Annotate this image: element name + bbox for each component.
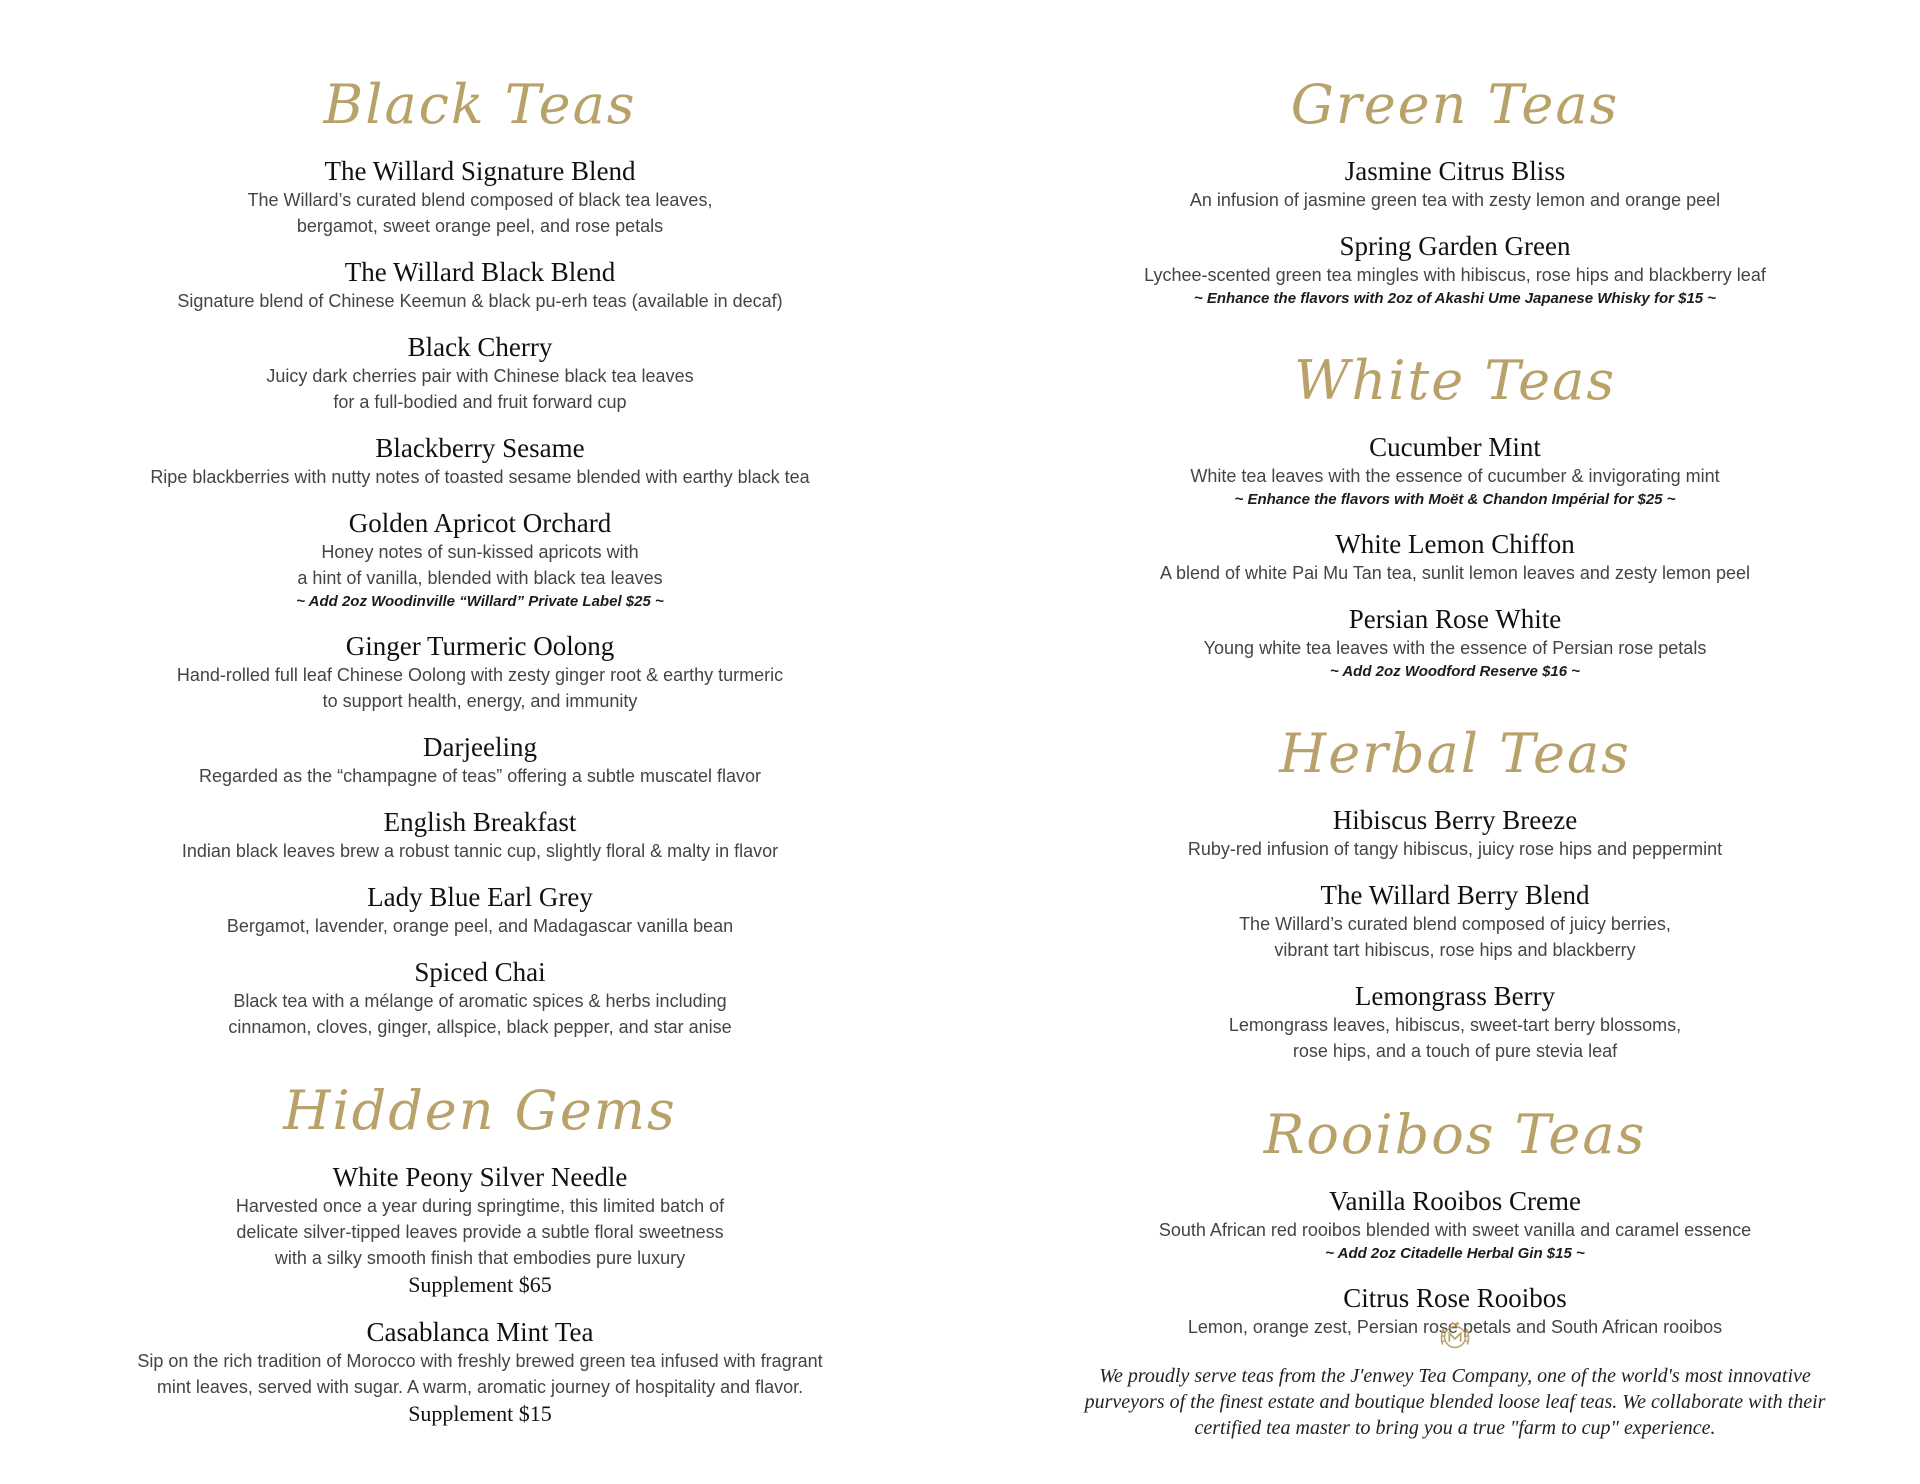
menu-item-description — [90, 1348, 870, 1400]
menu-item-pairing: ~ Add 2oz Woodford Reserve $16 ~ — [1329, 663, 1581, 680]
menu-item-description — [1075, 560, 1835, 586]
menu-item-name: Black Cherry — [407, 332, 553, 362]
description-line: Hand-rolled full leaf Chinese Oolong with zesty ginger root & earthy turmeric — [176, 665, 784, 685]
description-line: Ripe blackberries with nutty notes of toasted sesame blended with earthy black tea — [150, 467, 810, 487]
description-line: Black tea with a mélange of aromatic spices & herbs including — [233, 991, 727, 1011]
menu-item-description — [1075, 911, 1835, 963]
menu-item-description — [1075, 836, 1835, 862]
menu-item-description — [90, 763, 870, 789]
description-line: South African red rooibos blended with sweet vanilla and caramel essence — [1158, 1220, 1752, 1240]
menu-item-name: Persian Rose White — [1348, 604, 1562, 634]
menu-item-name: Cucumber Mint — [1369, 432, 1541, 462]
menu-item-name: White Lemon Chiffon — [1335, 529, 1575, 559]
menu-item — [1075, 432, 1835, 511]
menu-item-name: Lady Blue Earl Grey — [367, 882, 593, 912]
menu-item — [90, 1162, 870, 1299]
section-title: Black Teas — [323, 73, 637, 136]
menu-item-name: White Peony Silver Needle — [332, 1162, 628, 1192]
menu-item-pairing: ~ Add 2oz Citadelle Herbal Gin $15 ~ — [1325, 1245, 1585, 1262]
menu-item — [1075, 981, 1835, 1064]
section-title: White Teas — [1293, 349, 1617, 412]
menu-item — [1075, 231, 1835, 310]
menu-item — [90, 957, 870, 1040]
menu-item-name: Casablanca Mint Tea — [366, 1317, 594, 1347]
menu-item-name: Lemongrass Berry — [1354, 981, 1556, 1011]
menu-item — [90, 433, 870, 490]
description-line: The Willard’s curated blend composed of black tea leaves, — [247, 190, 713, 210]
description-line: for a full-bodied and fruit forward cup — [333, 392, 627, 412]
menu-item-description — [90, 464, 870, 490]
description-line: Honey notes of sun-kissed apricots with — [321, 542, 639, 562]
right-menu-column — [1075, 70, 1835, 1358]
description-line: Harvested once a year during springtime, this limited batch of — [235, 1196, 725, 1216]
description-line: Bergamot, lavender, orange peel, and Madagascar vanilla bean — [226, 916, 734, 936]
section-title: Herbal Teas — [1279, 722, 1631, 785]
menu-item-supplement: Supplement $65 — [408, 1272, 552, 1297]
menu-item-description — [90, 363, 870, 415]
menu-item — [90, 257, 870, 314]
menu-item-name: The Willard Berry Blend — [1320, 880, 1590, 910]
menu-item — [90, 882, 870, 939]
menu-item-description — [1075, 1217, 1835, 1243]
description-line: Signature blend of Chinese Keemun & black pu-erh teas (available in decaf) — [177, 291, 783, 311]
section-spacer — [1075, 1082, 1835, 1100]
left-menu-column — [90, 70, 870, 1446]
menu-item-name: Blackberry Sesame — [375, 433, 585, 463]
description-line: cinnamon, cloves, ginger, allspice, black pepper, and star anise — [228, 1017, 732, 1037]
description-line: Lemongrass leaves, hibiscus, sweet-tart berry blossoms, — [1228, 1015, 1682, 1035]
menu-item-name: Darjeeling — [423, 732, 537, 762]
description-line: with a silky smooth finish that embodies pure luxury — [274, 1248, 686, 1268]
description-line: rose hips, and a touch of pure stevia leaf — [1292, 1041, 1618, 1061]
menu-item — [90, 631, 870, 714]
description-line: Indian black leaves brew a robust tannic cup, slightly floral & malty in flavor — [181, 841, 779, 861]
menu-item-description — [90, 988, 870, 1040]
menu-item-description — [90, 913, 870, 939]
section-white-teas — [1075, 346, 1835, 683]
description-line: mint leaves, served with sugar. A warm, aromatic journey of hospitality and flavor. — [156, 1377, 804, 1397]
willard-monogram-crest-icon — [1436, 1318, 1474, 1356]
footer-line: certified tea master to bring you a true "farm to cup" experience. — [1194, 1417, 1716, 1439]
menu-item-name: Golden Apricot Orchard — [348, 508, 612, 538]
description-line: Regarded as the “champagne of teas” offering a subtle muscatel flavor — [199, 766, 761, 786]
description-line: White tea leaves with the essence of cucumber & invigorating mint — [1190, 466, 1720, 486]
section-hidden-gems — [90, 1076, 870, 1428]
menu-item-name: The Willard Signature Blend — [324, 156, 636, 186]
menu-item-name: Spring Garden Green — [1339, 231, 1571, 261]
menu-item-supplement: Supplement $15 — [408, 1401, 552, 1426]
menu-item-description — [90, 838, 870, 864]
description-line: Lemon, orange zest, Persian rose petals and South African rooibos — [1187, 1317, 1723, 1337]
description-line: A blend of white Pai Mu Tan tea, sunlit lemon leaves and zesty lemon peel — [1159, 563, 1751, 583]
menu-item-description — [90, 288, 870, 314]
section-black-teas — [90, 70, 870, 1040]
menu-item-pairing: ~ Enhance the flavors with 2oz of Akashi Ume Japanese Whisky for $15 ~ — [1193, 290, 1717, 307]
footer — [1040, 1318, 1870, 1441]
section-title: Rooibos Teas — [1263, 1103, 1647, 1166]
menu-item-description — [90, 539, 870, 591]
section-title: Hidden Gems — [283, 1079, 677, 1142]
menu-item-name: The Willard Black Blend — [344, 257, 616, 287]
description-line: to support health, energy, and immunity — [322, 691, 638, 711]
menu-item — [1075, 156, 1835, 213]
description-line: Sip on the rich tradition of Morocco with freshly brewed green tea infused with fragrant — [137, 1351, 823, 1371]
description-line: Young white tea leaves with the essence of Persian rose petals — [1203, 638, 1707, 658]
description-line: The Willard’s curated blend composed of juicy berries, — [1239, 914, 1671, 934]
section-green-teas — [1075, 70, 1835, 310]
menu-item — [90, 807, 870, 864]
footer-text — [1040, 1363, 1870, 1441]
section-rooibos-teas — [1075, 1100, 1835, 1340]
description-line: Ruby-red infusion of tangy hibiscus, juicy rose hips and peppermint — [1187, 839, 1723, 859]
menu-item — [90, 508, 870, 613]
menu-item-name: Vanilla Rooibos Creme — [1329, 1186, 1581, 1216]
description-line: a hint of vanilla, blended with black tea leaves — [297, 568, 663, 588]
menu-item — [90, 332, 870, 415]
menu-item-description — [1075, 635, 1835, 661]
menu-item-description — [90, 187, 870, 239]
menu-item-description — [1075, 262, 1835, 288]
menu-item-description — [1075, 1012, 1835, 1064]
menu-item-description — [90, 662, 870, 714]
description-line: Lychee-scented green tea mingles with hibiscus, rose hips and blackberry leaf — [1144, 265, 1766, 285]
menu-item-name: Spiced Chai — [414, 957, 546, 987]
section-spacer — [1075, 328, 1835, 346]
description-line: vibrant tart hibiscus, rose hips and blackberry — [1274, 940, 1636, 960]
section-spacer — [90, 1058, 870, 1076]
description-line: bergamot, sweet orange peel, and rose petals — [296, 216, 664, 236]
menu-item — [90, 156, 870, 239]
menu-item-name: Hibiscus Berry Breeze — [1332, 805, 1578, 835]
description-line: An infusion of jasmine green tea with zesty lemon and orange peel — [1189, 190, 1721, 210]
menu-item-name: Jasmine Citrus Bliss — [1344, 156, 1566, 186]
menu-item — [1075, 805, 1835, 862]
footer-line: We proudly serve teas from the J'enwey Tea Company, one of the world's most innovative — [1099, 1365, 1811, 1387]
section-herbal-teas — [1075, 719, 1835, 1064]
menu-item — [1075, 880, 1835, 963]
section-spacer — [1075, 701, 1835, 719]
description-line: Juicy dark cherries pair with Chinese black tea leaves — [266, 366, 694, 386]
menu-item-pairing: ~ Add 2oz Woodinville “Willard” Private Label $25 ~ — [296, 593, 664, 610]
description-line: delicate silver-tipped leaves provide a subtle floral sweetness — [236, 1222, 724, 1242]
menu-item-name: Citrus Rose Rooibos — [1343, 1283, 1567, 1313]
menu-item-description — [90, 1193, 870, 1271]
menu-item-description — [1075, 463, 1835, 489]
menu-item-name: Ginger Turmeric Oolong — [345, 631, 615, 661]
menu-item — [1075, 604, 1835, 683]
menu-item-name: English Breakfast — [383, 807, 577, 837]
menu-item-pairing: ~ Enhance the flavors with Moët & Chandon Impérial for $25 ~ — [1234, 491, 1676, 508]
menu-item — [90, 732, 870, 789]
section-title: Green Teas — [1290, 73, 1620, 136]
menu-item-description — [1075, 187, 1835, 213]
menu-item — [1075, 529, 1835, 586]
footer-line: purveyors of the finest estate and boutique blended loose leaf teas. We collaborate with their — [1084, 1391, 1826, 1413]
menu-item — [90, 1317, 870, 1428]
menu-item — [1075, 1186, 1835, 1265]
